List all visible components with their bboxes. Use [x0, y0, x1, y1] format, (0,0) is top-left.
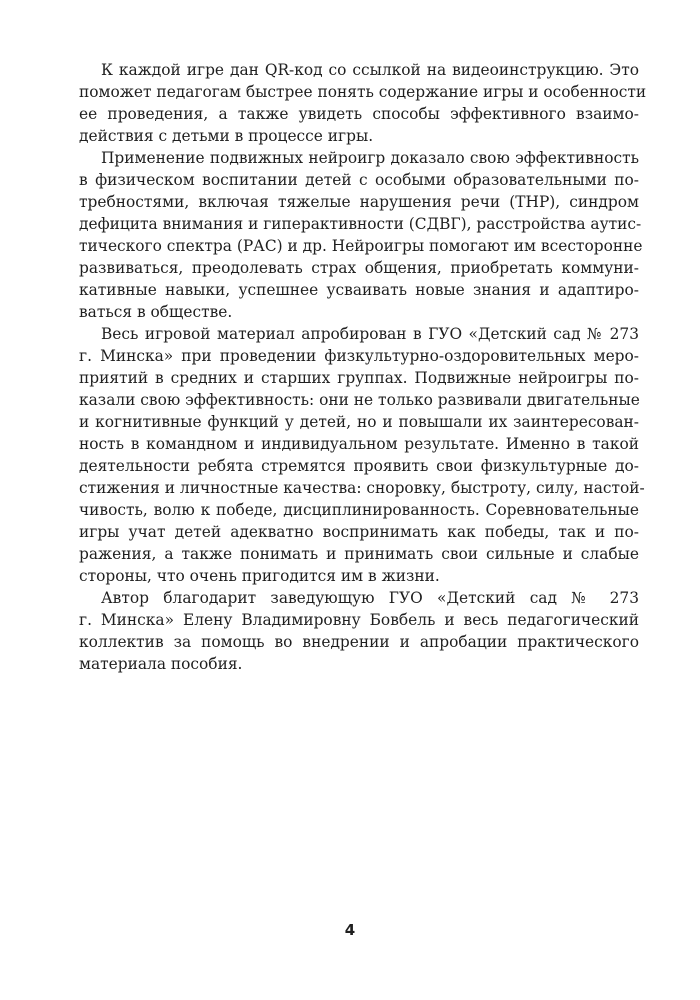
text-line: казали свою эффективность: они не только развивали двигательные	[79, 391, 640, 409]
text-line: ее проведения, а также увидеть способы эффективного взаимо-	[79, 105, 639, 123]
text-line: материала пособия.	[79, 655, 243, 673]
body-text	[79, 59, 647, 675]
text-line: коллектив за помощь во внедрении и апробации практического	[79, 633, 639, 651]
text-line: и когнитивные функций у детей, но и повышали их заинтересован-	[79, 413, 639, 431]
text-line: дефицита внимания и гиперактивности (СДВГ), расстройства аутис-	[79, 215, 642, 233]
text-line: г. Минска» при проведении физкультурно-оздоровительных меро-	[79, 347, 639, 365]
text-line: стижения и личностные качества: сноровку, быстроту, силу, настой-	[79, 479, 645, 497]
text-line: поможет педагогам быстрее понять содержание игры и особенности	[79, 83, 647, 101]
text-line: г. Минска» Елену Владимировну Бовбель и весь педагогический	[79, 611, 639, 629]
text-line: кативные навыки, успешнее усваивать новые знания и адаптиро-	[79, 281, 639, 299]
text-line: ность в командном и индивидуальном результате. Именно в такой	[79, 435, 639, 453]
paragraph-approbation	[79, 323, 645, 587]
text-line: Применение подвижных нейроигр доказало свою эффективность	[101, 149, 639, 167]
text-line: Автор благодарит заведующую ГУО «Детский сад № 273	[101, 589, 639, 607]
paragraph-effectiveness	[79, 147, 643, 323]
text-line: ваться в обществе.	[79, 303, 233, 321]
text-line: игры учат детей адекватно воспринимать как победы, так и по-	[79, 523, 639, 541]
text-line: в физическом воспитании детей с особыми образовательными по-	[79, 171, 639, 189]
text-line: развиваться, преодолевать страх общения, приобретать коммуни-	[79, 259, 639, 277]
text-line: стороны, что очень пригодится им в жизни.	[79, 567, 440, 585]
text-line: приятий в средних и старших группах. Подвижные нейроигры по-	[79, 369, 639, 387]
paragraph-qr-codes	[79, 59, 647, 147]
text-line: действия с детьми в процессе игры.	[79, 127, 374, 145]
text-line: Весь игровой материал апробирован в ГУО «Детский сад № 273	[101, 325, 639, 343]
page-number: 4	[344, 921, 356, 939]
text-line: тического спектра (РАС) и др. Нейроигры помогают им всесторонне	[79, 237, 643, 255]
text-line: деятельности ребята стремятся проявить свои физкультурные до-	[79, 457, 639, 475]
text-line: требностями, включая тяжелые нарушения речи (ТНР), синдром	[79, 193, 639, 211]
text-line: ражения, а также понимать и принимать свои сильные и слабые	[79, 545, 639, 563]
text-line: чивость, волю к победе, дисциплинированность. Соревновательные	[79, 501, 639, 519]
paragraph-acknowledgements	[79, 587, 639, 675]
text-line: К каждой игре дан QR-код со ссылкой на видеоинструкцию. Это	[101, 61, 639, 79]
